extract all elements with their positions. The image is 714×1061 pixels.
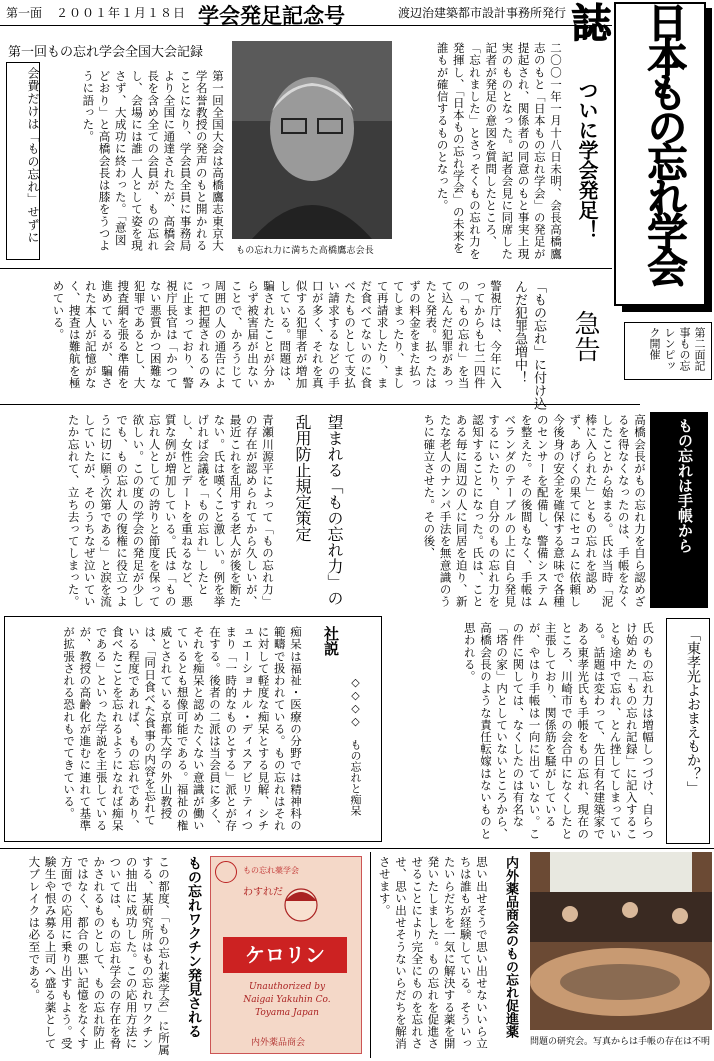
bottom-rule (0, 848, 714, 849)
techo-badge (650, 412, 708, 608)
ranyou-title: 望まれる「もの忘れ力」の乱用防止規定策定 (293, 414, 344, 606)
boxed-quote-text: 会費だけは「もの忘れ」せずに (26, 67, 40, 244)
separator-lower-right (370, 852, 371, 1058)
top-article-body: 第一回全国大会は高橋鷹志東京大学名誉教授の発声のもと開かれることになり、学会員全員に事務局より全国に通達されたが、高橋会長を含め全ての会員が、もの忘れし、会場には誰一人として姿を現さず、大成功に終わった。「意図どおり」と高橋会長は膝をうつように語った。 (81, 70, 225, 252)
naigai-title: 内外薬品商会のもの忘れ促進薬 (503, 856, 518, 1038)
study-meeting-photo (530, 852, 712, 1030)
chairman-photo-caption: もの忘れ力に満ちた高橋鷹志会長 (236, 246, 375, 256)
ranyou-body: 青瀬川源平によって「もの忘れ力」の存在が認められてから久しいが、最近これを乱用する老人が後を断たない。氏は嘆くこと激しい。例を挙げれば会議を「もの忘れ」したとし、女性とデートを重ねるなど、悪質な例が増加している。氏は「もの忘れ人としての誇りと節度を保って欲しい。この度の学会の発足が少しでも、もの忘れ人の復権に役立つように切に願う次第である」と涙を流していたが、そのうちなぜ泣いていたか忘れて、立ち去ってしまった。 (66, 414, 275, 608)
techo-body: 高橋会長がもの忘れ力を自ら認めざるを得なくなったのは、手帳をなくしたことから始まる。氏は当時「泥棒に入られた」ともの忘れを認めず、あげくの果てにセコムに依頼し今後身の安全を確保する意味で各種のセンサーを配備し、警備システムを整えた。その後間もなく、手帳はベランダのテーブルの上に自ら発見するにいたり、自分のもの忘れ力を認知することになった。氏は、ことある毎に周辺の人に同居を迫り、新たな老人のナンパ手法を無意識のうちに確立させた。その後、 (422, 414, 647, 608)
header-special-edition: 学会発足記念号 (198, 3, 345, 28)
urgent-title: 急告 (570, 310, 600, 362)
editorial-title: 社説 (322, 626, 340, 656)
study-meeting-caption: 問題の研究会。写真からは手帳の存在は不明 (530, 1037, 711, 1047)
package-latin: Unauthorized by Naigai Yakuhin Co. Toyama Japan (243, 982, 331, 1018)
package-subtitle: わすれだ (243, 887, 283, 898)
header-issue: 第一面 (6, 6, 43, 20)
header-date: ２００１年１月１８日 (56, 6, 187, 20)
header-publisher: 渡辺治建築都市設計事務所発行 (398, 6, 567, 20)
editorial-body: 痴呆は福祉・医療の分野では精神科の範疇で扱われている。もの忘れはそれに対して軽度な痴呆とする見解、シチュエーショナル・ディスアビリティつまり「一時的なものとする」派とが存在する。後者の二派は当会員に多く、それを痴呆と認めたくない意識が働いているとも想像可能である。福祉の権威とされている京都大学の外山教授は、「同日食べた食事の内容を忘れている程度であれば、もの忘れであり、食べたことを忘れるようになれば痴呆である」といった学説を主張しているが、教授の高齢化が進むに連れて基準が拡張される恐れもでてきている。 (62, 626, 303, 832)
lead-headline: ついに学会発足！ (575, 80, 599, 240)
next-page-box-text: 第二面記事もの忘レンピック開催 (648, 327, 706, 371)
editorial-subtitle: ◇◇◇◇ もの忘れと痴呆 (349, 676, 362, 816)
vaccine-title: もの忘れワクチン発見される (186, 856, 202, 1038)
boxed-quote (6, 62, 40, 260)
top-section-rule (0, 268, 612, 269)
section-title: 第一回もの忘れ学会全国大会記録 (8, 45, 204, 60)
urgent-body: 警視庁は、今年に入ってからも七二四件の「もの忘れ」を当て込んだ犯罪があったと発表。払ったはずの料金をまた払ってしまったり、まして再請求したり、まだ食べてないのに食べたものとして支払い請求するなどの手口が多く、それを真似する犯罪者が増加している。問題は、騙されたことが分からず被害届が出ないことで、かろうじて周囲の人の通告によって把握されるのみに止まっており、警視庁長官は「かつてない悪質かつ困難な犯罪であるとし、大捜査網を張る準備を進めているが、騙された本人が記憶がなく、捜査は難航を極めている。 (51, 280, 503, 389)
lead-body: 二〇〇一年一月十八日未明、会長高橋鷹志のもと「日本もの忘れ学会」の発足が提起され、関係者の同意のもと事実上現実のものとなった。記者会見に同席した記者が発足の意図を質問したところ、「忘れました」とさっそくもの忘れ力を発揮し、「日本もの忘れ学会」の未来を誰もが確信するものとなった。 (435, 42, 563, 260)
techo-badge-text: もの忘れは手帳から (676, 418, 694, 553)
higashi-body: 氏のもの忘れ力は増幅しつづけ、自らつけ始めた「もの忘れ記録」に記入することも途中で忘れ、とん挫してしまっている。話題は変わって、先日有名建築家である東孝光氏も手帳をもの忘れ、現在のところ、川崎市での会合中になくしたと主張しており、関係筋を騒がしているが、やはり手帳は一向に出ていない。この件に関しては、なくしたのは有名な「塔の家」内としていないところから、高橋会長のような責任転嫁はないものと思われる。 (462, 622, 655, 840)
vaccine-body: この都度、「もの忘れ薬学会」に所属する、某研究所はもの忘れワクチンの抽出に成功した。この応用方法については、もの忘れ学会の存在を脅かされるものとして、もの忘れ防止ではなく、都合の悪い記憶をなくす方面での応用に乗り出すもよう。受験生や恨み募る上司へ盛る薬として大ブレイクは必至である。 (27, 856, 171, 1056)
higashi-quote-box (666, 618, 710, 844)
package-top-label: もの忘れ薬学会 (243, 866, 299, 875)
higashi-quote: 「東孝光よおまえもか？」 (685, 627, 701, 795)
naigai-body: 思い出せそうで思い出せないいら立ちは誰もが経験している。そういったいらだちを一気に解決する薬を開発いたしました。もの忘れを促進させることにより完全にものを忘れさせ、思い出せそうないらだちを解消させます。 (377, 856, 489, 1050)
masthead-title: 日本もの忘れ学会誌 (565, 2, 687, 282)
mid-rule (0, 404, 640, 405)
package-brand: ケロリン (223, 937, 347, 973)
next-page-box (624, 322, 712, 380)
urgent-subtitle: 「もの忘れ」に付け込んだ犯罪急増中！ (512, 280, 546, 410)
chairman-photo (232, 41, 392, 239)
woman-face-illustration (281, 883, 321, 927)
package-foot: 内外薬品商会 (251, 1038, 306, 1048)
package-na-icon (215, 861, 237, 883)
header-rule (0, 25, 612, 26)
kerorin-package (210, 856, 362, 1054)
